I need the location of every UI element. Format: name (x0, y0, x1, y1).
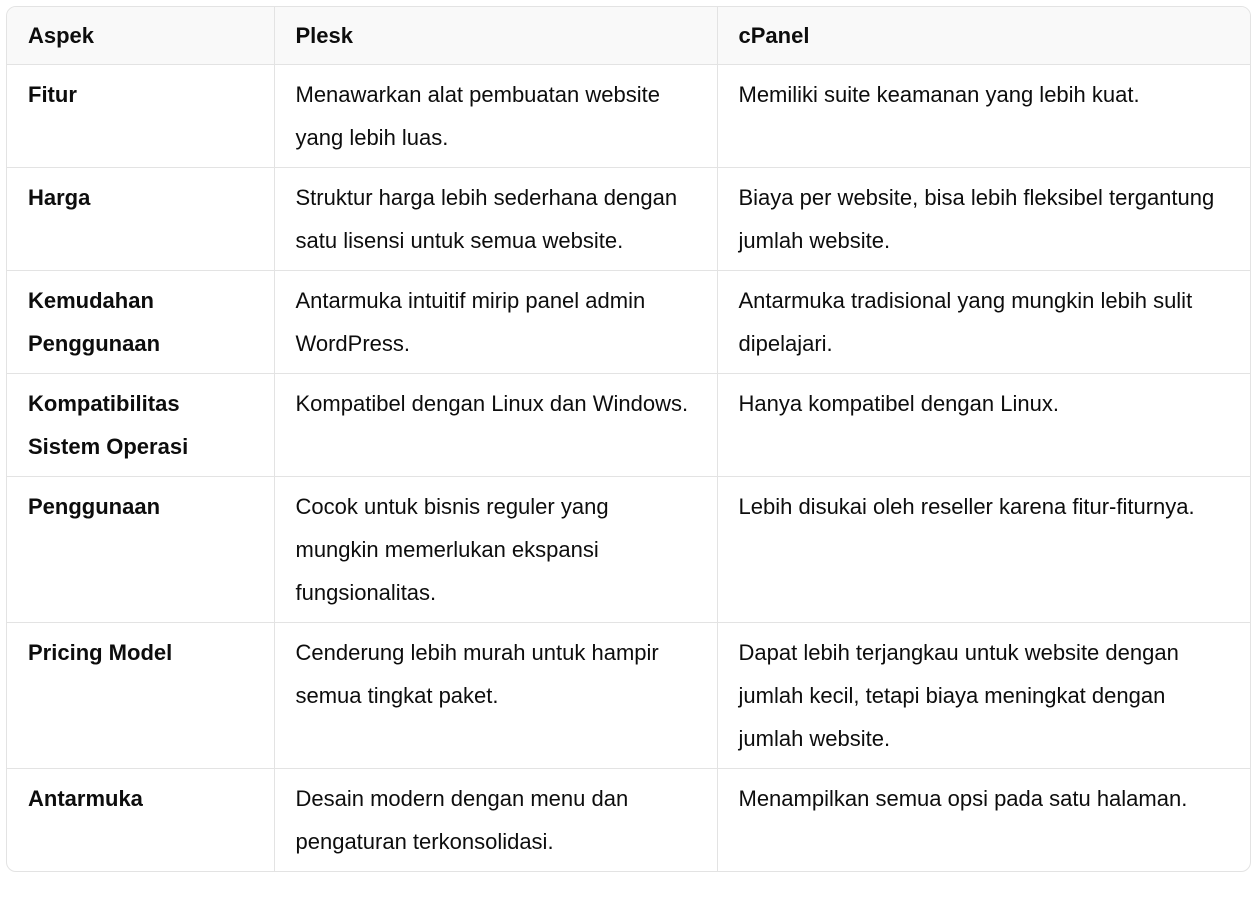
plesk-cell: Struktur harga lebih sederhana dengan satu lisensi untuk semua website. (274, 168, 717, 271)
plesk-cell: Antarmuka intuitif mirip panel admin WordPress. (274, 271, 717, 374)
aspect-cell: Pricing Model (7, 623, 274, 769)
cpanel-cell: Memiliki suite keamanan yang lebih kuat. (717, 65, 1250, 168)
aspect-cell: Kompatibilitas Sistem Operasi (7, 374, 274, 477)
comparison-table (7, 7, 1250, 871)
table-header (7, 7, 1250, 65)
aspect-cell: Kemudahan Penggunaan (7, 271, 274, 374)
comparison-table-container (6, 6, 1251, 872)
plesk-cell: Desain modern dengan menu dan pengaturan terkonsolidasi. (274, 769, 717, 872)
aspect-cell: Penggunaan (7, 477, 274, 623)
table-body (7, 65, 1250, 872)
table-row (7, 623, 1250, 769)
cpanel-cell: Menampilkan semua opsi pada satu halaman. (738, 786, 1188, 811)
table-row (7, 271, 1250, 374)
table-row (7, 769, 1250, 872)
header-aspect: Aspek (7, 7, 274, 65)
plesk-cell: Menawarkan alat pembuatan website yang lebih luas. (274, 65, 717, 168)
aspect-cell: Harga (7, 168, 274, 271)
cpanel-cell: Lebih disukai oleh reseller karena fitur-fiturnya. (717, 477, 1250, 623)
cpanel-cell: Antarmuka tradisional yang mungkin lebih sulit dipelajari. (717, 271, 1250, 374)
plesk-cell: Kompatibel dengan Linux dan Windows. (274, 374, 717, 477)
cpanel-cell: Dapat lebih terjangkau untuk website dengan jumlah kecil, tetapi biaya meningkat dengan jumlah website. (717, 623, 1250, 769)
table-row (7, 477, 1250, 623)
aspect-cell: Fitur (7, 65, 274, 168)
table-row (7, 168, 1250, 271)
cpanel-cell: Hanya kompatibel dengan Linux. (717, 374, 1250, 477)
table-row (7, 374, 1250, 477)
cpanel-cell: Biaya per website, bisa lebih fleksibel tergantung jumlah website. (717, 168, 1250, 271)
header-cpanel: cPanel (717, 7, 1250, 65)
aspect-cell: Antarmuka (7, 769, 274, 872)
plesk-cell: Cocok untuk bisnis reguler yang mungkin memerlukan ekspansi fungsionalitas. (274, 477, 717, 623)
plesk-cell: Cenderung lebih murah untuk hampir semua tingkat paket. (274, 623, 717, 769)
header-plesk: Plesk (274, 7, 717, 65)
header-row (7, 7, 1250, 65)
table-row (7, 65, 1250, 168)
